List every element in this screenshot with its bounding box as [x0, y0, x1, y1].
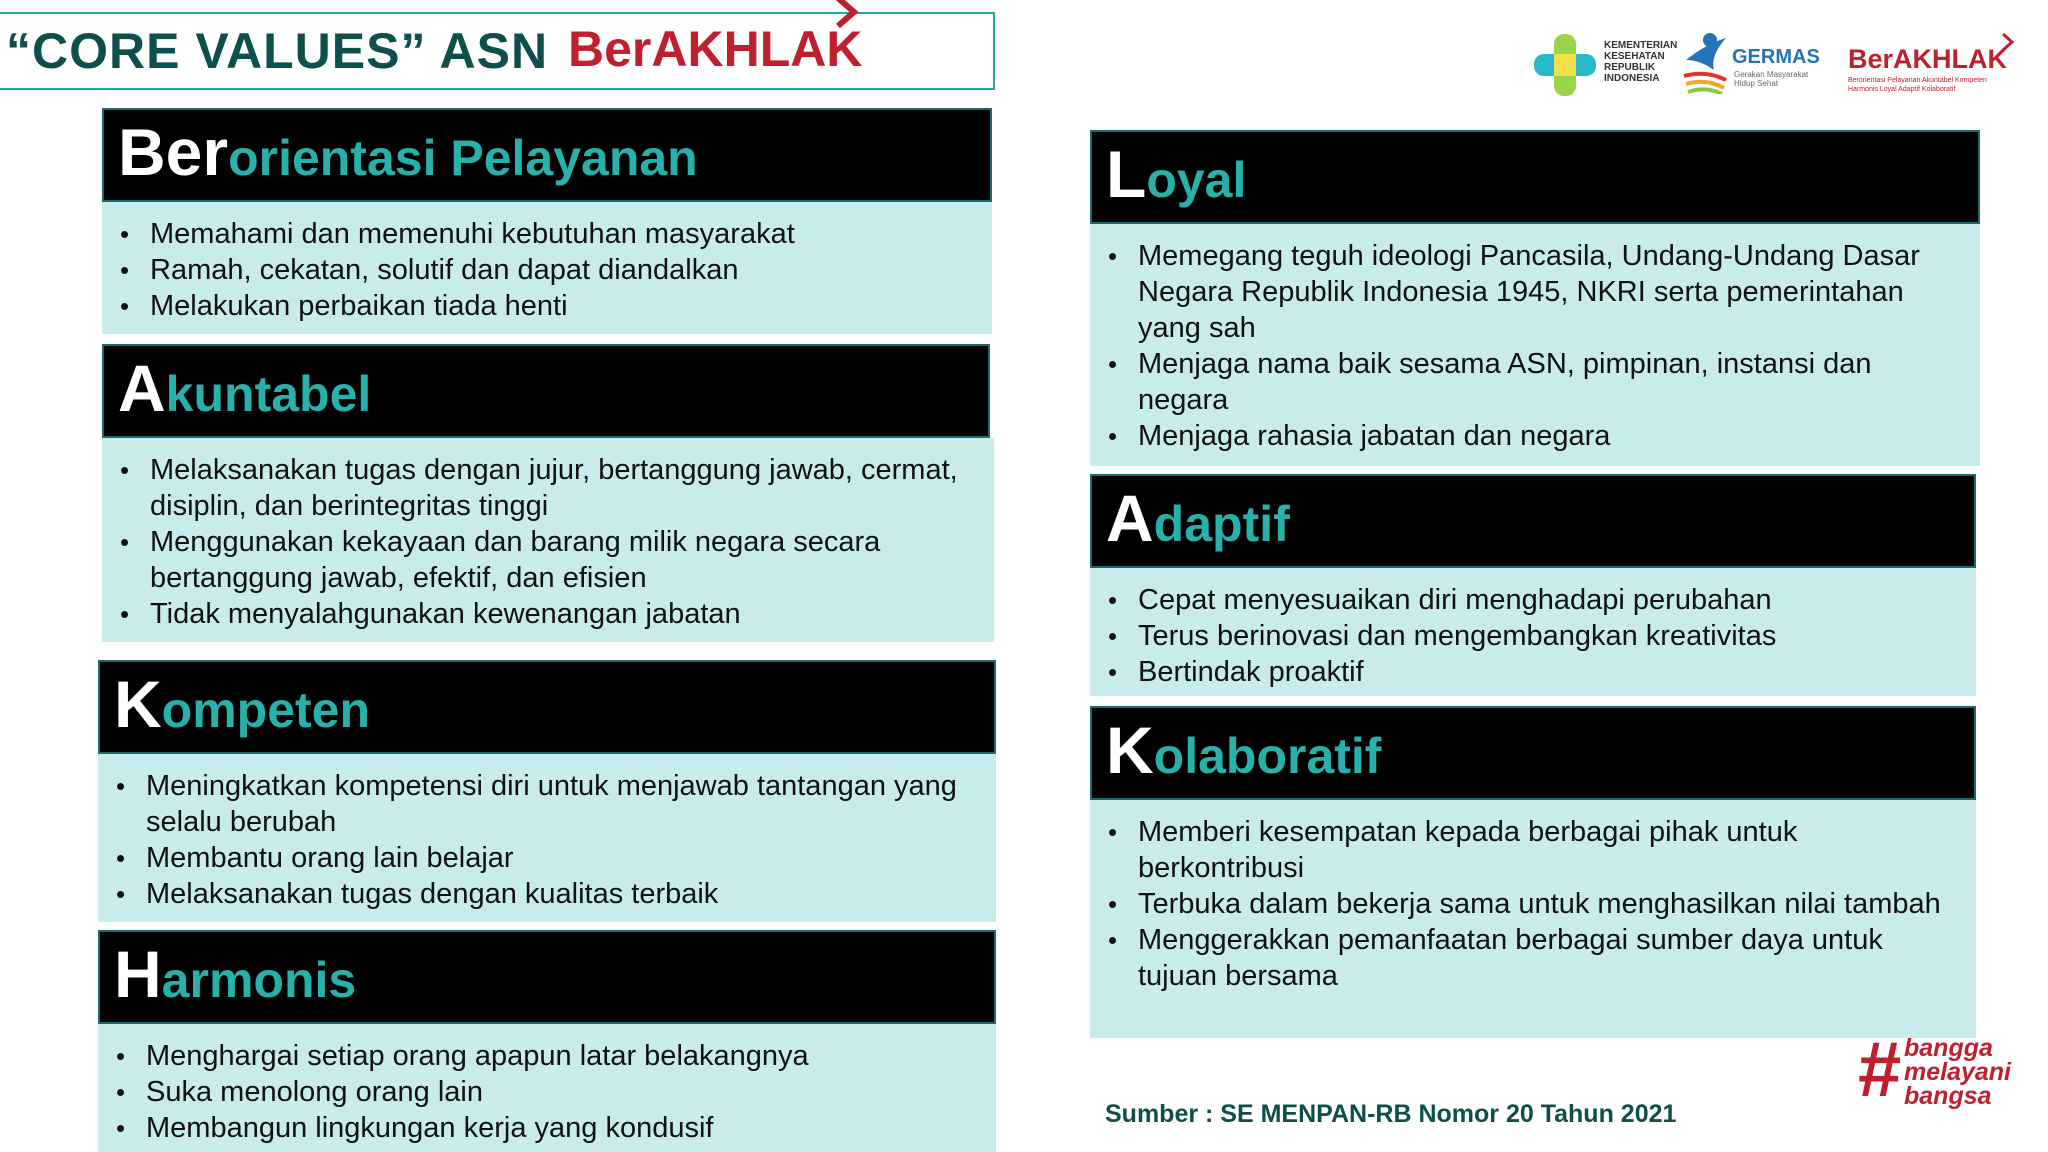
bullet-list [1104, 582, 1956, 690]
card-body [102, 202, 992, 334]
berakhlak-logo-text: BerAKHLAK [1848, 44, 2008, 74]
card-header [1090, 706, 1976, 800]
berakhlak-logo-tagline: Berorientasi Pelayanan Akuntabel Kompeten Harmonis Loyal Adaptif Kolaboratif [1848, 77, 1987, 93]
list-item: • Ramah, cekatan, solutif dan dapat diandalkan [116, 252, 972, 288]
card-heading: Berorientasi Pelayanan [118, 115, 698, 189]
list-item: • Membangun lingkungan kerja yang kondusif [112, 1110, 976, 1146]
list-item: • Terbuka dalam bekerja sama untuk menghasilkan nilai tambah [1104, 886, 1956, 922]
hashtag-line: bangsa [1904, 1082, 1992, 1110]
hashtag-line: bangga [1904, 1034, 1993, 1062]
list-item: • Membantu orang lain belajar [112, 840, 976, 876]
list-item: • Menggunakan kekayaan dan barang milik negara secara bertanggung jawab, efektif, dan efisien [116, 524, 974, 596]
list-item: • Menggerakkan pemanfaatan berbagai sumber daya untuk tujuan bersama [1104, 922, 1956, 994]
card-body [1090, 800, 1976, 1038]
list-item: • Menjaga rahasia jabatan dan negara [1104, 418, 1960, 454]
card-body [1090, 224, 1980, 466]
card-header [1090, 130, 1980, 224]
logo-group [1530, 26, 2030, 98]
value-card-harmonis [98, 930, 996, 1152]
list-item: • Melaksanakan tugas dengan jujur, bertanggung jawab, cermat, disiplin, dan berintegritas tinggi [116, 452, 974, 524]
card-body [1090, 568, 1976, 696]
list-item: • Tidak menyalahgunakan kewenangan jabatan [116, 596, 974, 632]
card-header [102, 108, 992, 202]
chevron-right-icon [1998, 32, 2018, 52]
list-item: • Terus berinovasi dan mengembangkan kreativitas [1104, 618, 1956, 654]
value-card-kolaboratif [1090, 706, 1976, 1038]
hashtag-line: melayani [1904, 1058, 2012, 1086]
card-header [1090, 474, 1976, 568]
card-body [98, 754, 996, 922]
kemenkes-logo-text: KEMENTERIAN KESEHATAN REPUBLIK INDONESIA [1604, 40, 1678, 84]
list-item: • Meningkatkan kompetensi diri untuk menjawab tantangan yang selalu berubah [112, 768, 976, 840]
list-item: • Bertindak proaktif [1104, 654, 1956, 690]
bullet-list [116, 216, 972, 324]
bullet-list [116, 452, 974, 632]
bullet-list [112, 1038, 976, 1146]
germas-logo-icon [1680, 30, 1730, 94]
value-card-berorientasi-pelayanan [102, 108, 992, 334]
hashtag-icon: # [1858, 1025, 1902, 1113]
card-heading: Harmonis [114, 937, 357, 1011]
list-item: • Memahami dan memenuhi kebutuhan masyarakat [116, 216, 972, 252]
list-item: • Cepat menyesuaikan diri menghadapi perubahan [1104, 582, 1956, 618]
value-card-loyal [1090, 130, 1980, 466]
page-title-brand: BerAKHLAK [568, 21, 863, 77]
list-item: • Melakukan perbaikan tiada henti [116, 288, 972, 324]
page-title: “CORE VALUES” ASN [6, 23, 549, 79]
card-header [98, 660, 996, 754]
kemenkes-logo-icon [1530, 30, 1600, 100]
card-heading: Kolaboratif [1106, 713, 1382, 787]
card-heading: Adaptif [1106, 481, 1290, 555]
value-card-adaptif [1090, 474, 1976, 696]
list-item: • Suka menolong orang lain [112, 1074, 976, 1110]
germas-logo-text: GERMAS [1732, 46, 1820, 68]
list-item: • Menghargai setiap orang apapun latar belakangnya [112, 1038, 976, 1074]
card-heading: Akuntabel [118, 351, 372, 425]
card-header [98, 930, 996, 1024]
germas-logo-subtitle: Gerakan Masyarakat Hidup Sehat [1734, 70, 1809, 88]
value-card-akuntabel [102, 344, 994, 642]
bullet-list [1104, 238, 1960, 454]
card-heading: Loyal [1106, 137, 1247, 211]
list-item: • Menjaga nama baik sesama ASN, pimpinan, instansi dan negara [1104, 346, 1960, 418]
value-card-kompeten [98, 660, 996, 922]
bullet-list [112, 768, 976, 912]
bangga-melayani-bangsa-logo [1858, 1025, 2018, 1118]
list-item: • Melaksanakan tugas dengan kualitas terbaik [112, 876, 976, 912]
source-note: Sumber : SE MENPAN-RB Nomor 20 Tahun 2021 [1105, 1100, 1677, 1128]
card-header [102, 344, 990, 438]
list-item: • Memberi kesempatan kepada berbagai pihak untuk berkontribusi [1104, 814, 1956, 886]
bullet-list [1104, 814, 1956, 994]
list-item: • Memegang teguh ideologi Pancasila, Undang-Undang Dasar Negara Republik Indonesia 1945, NKRI serta pemerintahan yang sah [1104, 238, 1960, 346]
card-heading: Kompeten [114, 667, 371, 741]
card-body [102, 438, 994, 642]
card-body [98, 1024, 996, 1152]
chevron-right-icon [830, 0, 870, 30]
